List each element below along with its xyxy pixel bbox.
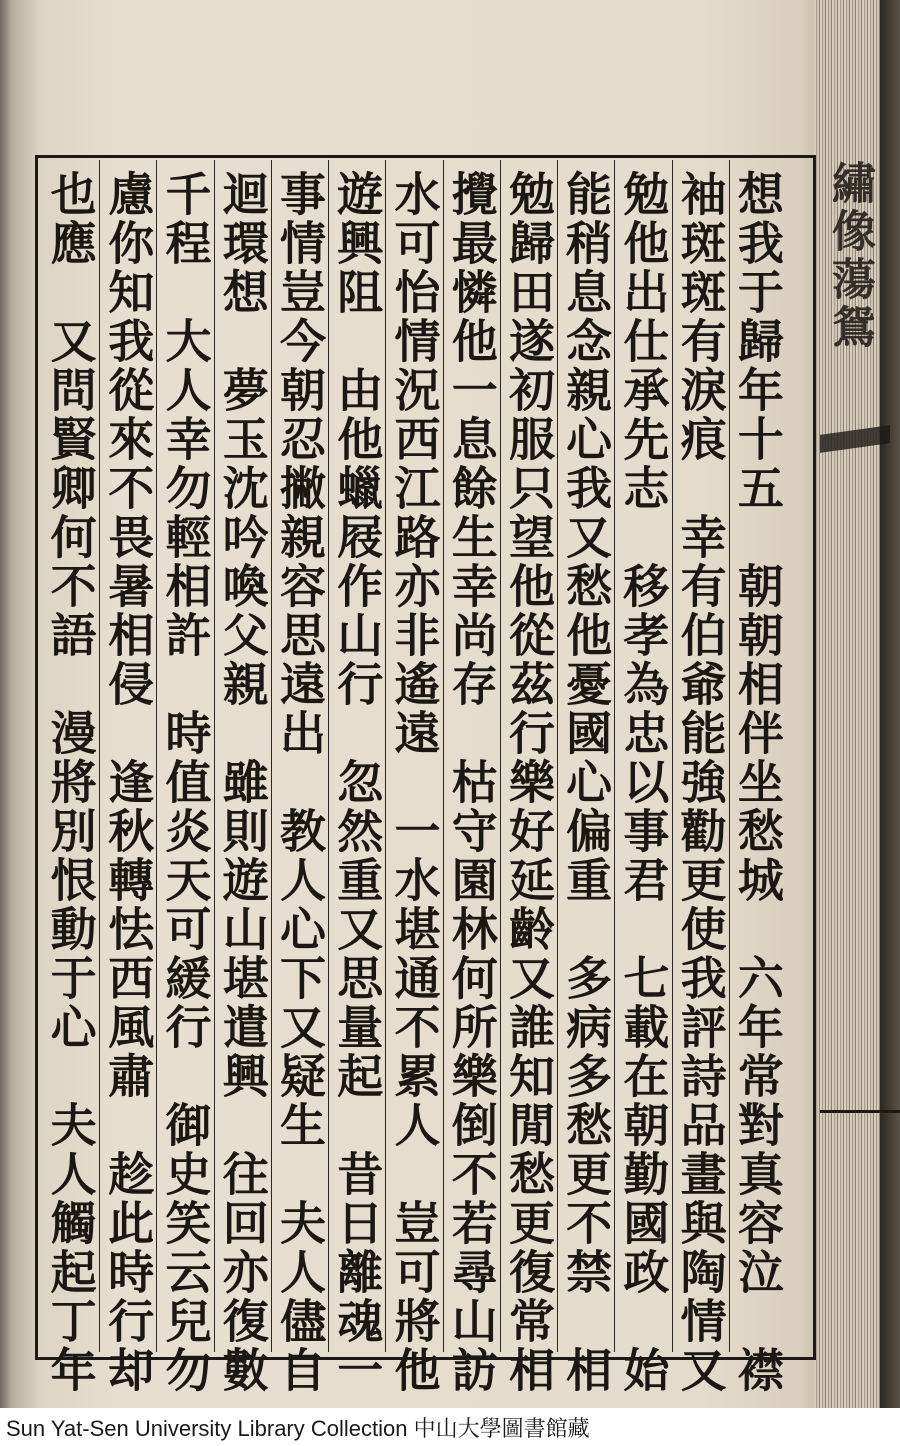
- running-title-text: 繡像蕩鴛: [824, 160, 875, 352]
- text-column: [99, 160, 156, 1395]
- page-edge-shadow: [880, 0, 900, 1408]
- text-column: [156, 160, 213, 1395]
- column-text: 迴環想 夢玉沈吟喚父親 雖則遊山堪遣興 往回亦復數: [215, 170, 270, 1395]
- column-text: 千程 大人幸勿輕相許 時值炎天可緩行 御史笑云兒勿: [158, 170, 213, 1395]
- text-column: [385, 160, 442, 1395]
- text-column: [557, 160, 614, 1395]
- folio-rule: [820, 1110, 900, 1113]
- text-column: [271, 160, 328, 1395]
- column-text: 也應 又問賢卿何不語 漫將別恨動于心 夫人觸起丁年: [43, 170, 98, 1395]
- text-column: [614, 160, 671, 1395]
- column-text: 事情豈今朝忍撇親容思遠出 教人心下又疑生 夫人儘自: [273, 170, 327, 1395]
- column-text: 想我于歸年十五 朝朝相伴坐愁城 六年常對真容泣 襟: [730, 170, 785, 1395]
- column-text: 勉歸田遂初服只望他從茲行樂好延齡又誰知閒愁更復常相: [501, 170, 556, 1395]
- column-text: 攪最憐他一息餘生幸尚存 枯守園林何所樂倒不若尋山訪: [444, 170, 499, 1395]
- text-column: [214, 160, 271, 1395]
- text-column: [672, 160, 729, 1395]
- column-text: 水可怡情況西江路亦非遙遠 一水堪通不累人 豈可將他: [387, 170, 442, 1395]
- column-text: 勉他出仕承先志 移孝為忠以事君 七載在朝勤國政 始: [616, 170, 671, 1395]
- text-column: [500, 160, 557, 1395]
- collection-caption: Sun Yat-Sen University Library Collection 中山大學圖書館藏: [0, 1408, 900, 1446]
- text-block: [42, 160, 786, 1395]
- text-column: [42, 160, 99, 1395]
- column-text: 袖斑斑有淚痕 幸有伯爺能強勸更使我評詩品畫與陶情又: [673, 170, 728, 1395]
- text-column: [729, 160, 786, 1395]
- column-text: 慮你知我從來不畏暑相侵 逢秋轉怯西風肅 趁此時行却: [101, 170, 156, 1395]
- column-text: 遊興阻 由他蠟屐作山行 忽然重又思量起 昔日離魂一: [330, 170, 385, 1395]
- text-column: [328, 160, 385, 1395]
- text-column: [443, 160, 500, 1395]
- column-text: 能稍息念親心我又愁他憂國心偏重 多病多愁更不禁 相: [559, 170, 614, 1395]
